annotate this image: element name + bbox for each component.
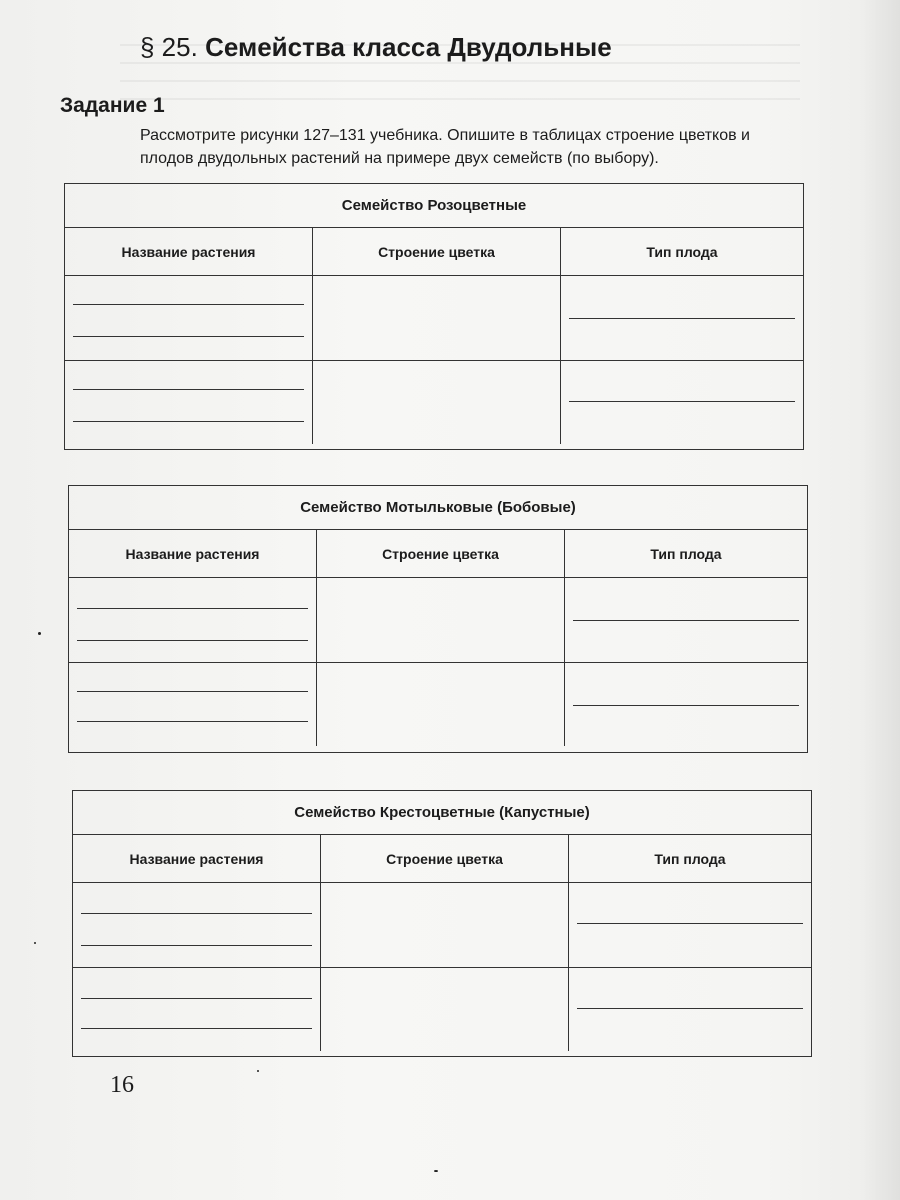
- scan-speck: [38, 632, 41, 635]
- answer-line: [577, 923, 803, 924]
- answer-cell-flower-structure[interactable]: [313, 276, 561, 360]
- answer-line: [577, 1008, 803, 1009]
- answer-cell-fruit-type[interactable]: [569, 883, 811, 967]
- page-number: 16: [110, 1072, 134, 1098]
- answer-cell-flower-structure[interactable]: [321, 883, 569, 967]
- answer-cell-plant-name[interactable]: [69, 578, 317, 662]
- table-row: [69, 578, 807, 662]
- answer-line: [81, 1028, 312, 1029]
- answer-cell-plant-name[interactable]: [69, 663, 317, 746]
- task-instructions: Рассмотрите рисунки 127–131 учебника. Опишите в таблицах строение цветков и плодов двудольных растений на примере двух семейств (по выбору).: [140, 127, 750, 167]
- answer-line: [573, 705, 799, 706]
- table-row: [73, 883, 811, 967]
- table-brassicaceae: [72, 790, 812, 1057]
- task-title: Задание 1: [60, 94, 165, 117]
- answer-cell-fruit-type[interactable]: [565, 663, 807, 746]
- answer-line: [569, 318, 795, 319]
- answer-line: [569, 401, 795, 402]
- table-row: [65, 360, 803, 444]
- answer-line: [573, 620, 799, 621]
- table-header-row: [69, 530, 807, 578]
- table-rosaceae: [64, 183, 804, 450]
- column-header-flower-structure: Строение цветка: [321, 835, 569, 882]
- table-fabaceae: [68, 485, 808, 753]
- answer-cell-flower-structure[interactable]: [321, 968, 569, 1051]
- column-header-fruit-type: Тип плода: [646, 243, 718, 260]
- answer-line: [81, 998, 312, 999]
- answer-cell-plant-name[interactable]: [65, 361, 313, 444]
- scan-speck: [34, 942, 36, 944]
- answer-line: [73, 421, 304, 422]
- table-header-row: [65, 228, 803, 276]
- answer-cell-flower-structure[interactable]: [313, 361, 561, 444]
- section-title: Семейства класса Двудольные: [205, 32, 612, 62]
- answer-cell-plant-name[interactable]: [73, 968, 321, 1051]
- column-header-plant-name: Название растения: [73, 835, 321, 882]
- answer-line: [73, 304, 304, 305]
- table-header-row: [73, 835, 811, 883]
- answer-line: [77, 691, 308, 692]
- column-header-flower-structure: Строение цветка: [313, 228, 561, 275]
- answer-cell-fruit-type[interactable]: [561, 276, 803, 360]
- answer-cell-fruit-type[interactable]: [569, 968, 811, 1051]
- answer-cell-flower-structure[interactable]: [317, 578, 565, 662]
- column-header-fruit-type: Тип плода: [654, 850, 726, 867]
- answer-cell-plant-name[interactable]: [65, 276, 313, 360]
- answer-line: [73, 389, 304, 390]
- answer-line: [81, 913, 312, 914]
- column-header-fruit-type: Тип плода: [650, 545, 722, 562]
- table-caption: Семейство Розоцветные: [65, 184, 803, 228]
- page-edge-shadow: [860, 0, 900, 1200]
- answer-cell-plant-name[interactable]: [73, 883, 321, 967]
- scan-speck: [434, 1170, 438, 1172]
- table-caption: Семейство Крестоцветные (Капустные): [73, 791, 811, 835]
- answer-line: [73, 336, 304, 337]
- answer-line: [81, 945, 312, 946]
- answer-line: [77, 640, 308, 641]
- answer-cell-flower-structure[interactable]: [317, 663, 565, 746]
- answer-cell-fruit-type[interactable]: [561, 361, 803, 444]
- answer-cell-fruit-type[interactable]: [565, 578, 807, 662]
- answer-line: [77, 721, 308, 722]
- answer-line: [77, 608, 308, 609]
- section-heading: [140, 32, 612, 63]
- column-header-plant-name: Название растения: [65, 228, 313, 275]
- table-row: [73, 967, 811, 1051]
- table-row: [65, 276, 803, 360]
- column-header-plant-name: Название растения: [69, 530, 317, 577]
- table-row: [69, 662, 807, 746]
- table-caption: Семейство Мотыльковые (Бобовые): [69, 486, 807, 530]
- scan-speck: [257, 1070, 259, 1072]
- section-number: § 25.: [140, 32, 198, 62]
- column-header-flower-structure: Строение цветка: [317, 530, 565, 577]
